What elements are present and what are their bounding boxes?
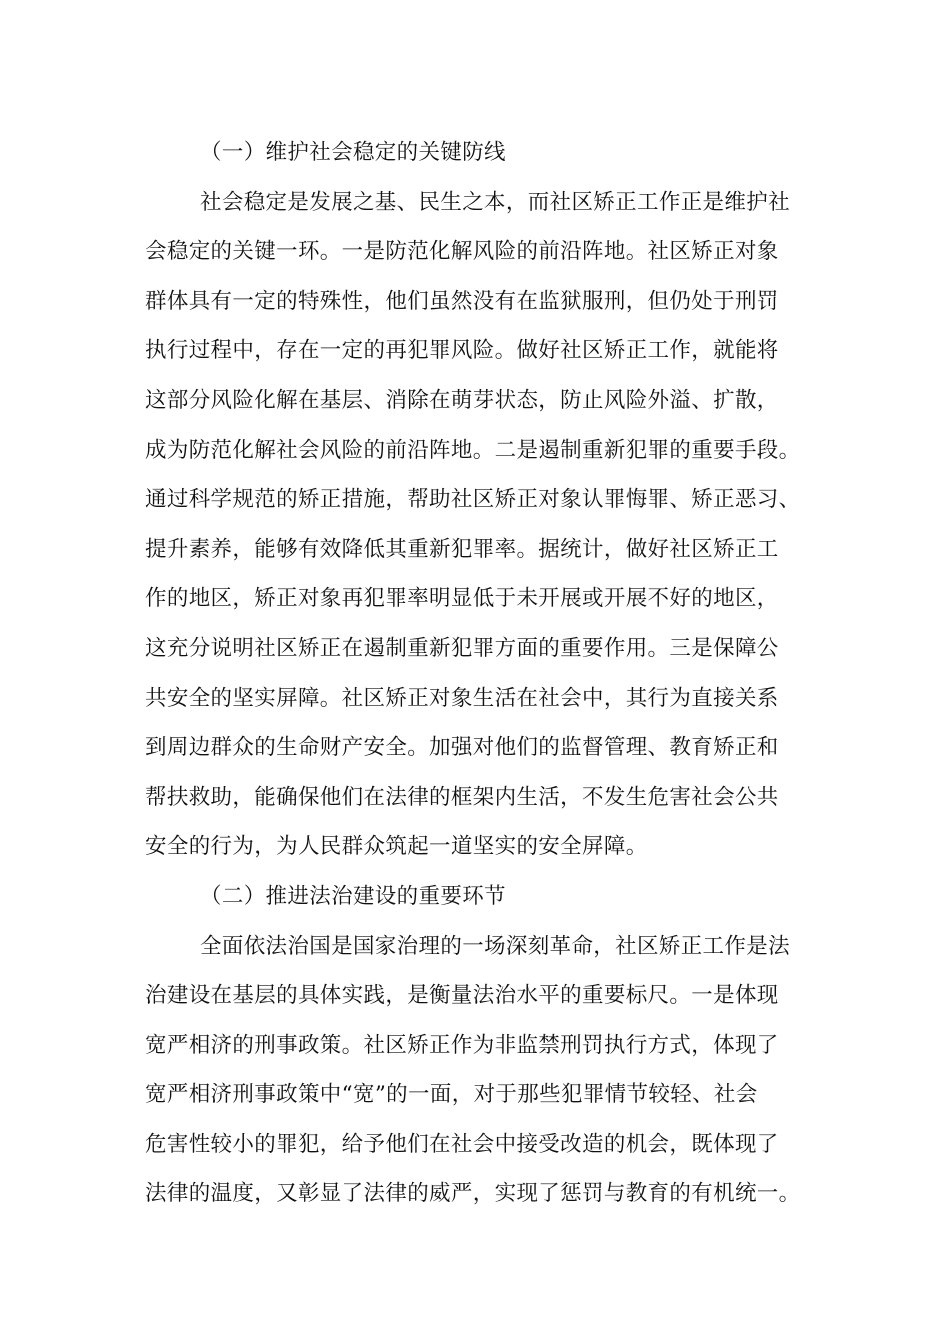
paragraph-line: 会稳定的关键一环。一是防范化解风险的前沿阵地。社区矫正对象: [145, 239, 779, 265]
paragraph-line: 安全的行为，为人民群众筑起一道坚实的安全屏障。: [145, 834, 648, 860]
paragraph-line: 法律的温度，又彰显了法律的威严，实现了惩罚与教育的有机统一。: [145, 1181, 801, 1207]
paragraph-line: 这充分说明社区矫正在遏制重新犯罪方面的重要作用。三是保障公: [145, 635, 779, 661]
paragraph-line: 这部分风险化解在基层、消除在萌芽状态，防止风险外溢、扩散，: [145, 387, 779, 413]
section-2-heading: （二）推进法治建设的重要环节: [200, 883, 506, 909]
paragraph-line: 危害性较小的罪犯，给予他们在社会中接受改造的机会，既体现了: [145, 1131, 779, 1157]
paragraph-line: 通过科学规范的矫正措施，帮助社区矫正对象认罪悔罪、矫正恶习、: [145, 487, 801, 513]
paragraph-line: 社会稳定是发展之基、民生之本，而社区矫正工作正是维护社: [200, 189, 790, 215]
paragraph-line: 宽严相济的刑事政策。社区矫正作为非监禁刑罚执行方式，体现了: [145, 1032, 779, 1058]
paragraph-line: 执行过程中，存在一定的再犯罪风险。做好社区矫正工作，就能将: [145, 338, 779, 364]
document-page: [145, 128, 825, 1219]
section-1-heading: （一）维护社会稳定的关键防线: [200, 140, 506, 165]
paragraph-line: 帮扶救助，能确保他们在法律的框架内生活，不发生危害社会公共: [145, 784, 779, 810]
paragraph-line: 到周边群众的生命财产安全。加强对他们的监督管理、教育矫正和: [145, 735, 779, 761]
paragraph-line: 全面依法治国是国家治理的一场深刻革命，社区矫正工作是法: [200, 933, 790, 959]
paragraph-line: 群体具有一定的特殊性，他们虽然没有在监狱服刑，但仍处于刑罚: [145, 288, 779, 314]
paragraph-line: 宽严相济刑事政策中“宽”的一面，对于那些犯罪情节较轻、社会: [145, 1082, 758, 1108]
paragraph-line: 提升素养，能够有效降低其重新犯罪率。据统计，做好社区矫正工: [145, 536, 779, 562]
paragraph-line: 共安全的坚实屏障。社区矫正对象生活在社会中，其行为直接关系: [145, 685, 779, 711]
paragraph-line: 治建设在基层的具体实践，是衡量法治水平的重要标尺。一是体现: [145, 983, 779, 1009]
paragraph-line: 作的地区，矫正对象再犯罪率明显低于未开展或开展不好的地区，: [145, 586, 779, 612]
paragraph-line: 成为防范化解社会风险的前沿阵地。二是遏制重新犯罪的重要手段。: [145, 437, 801, 463]
